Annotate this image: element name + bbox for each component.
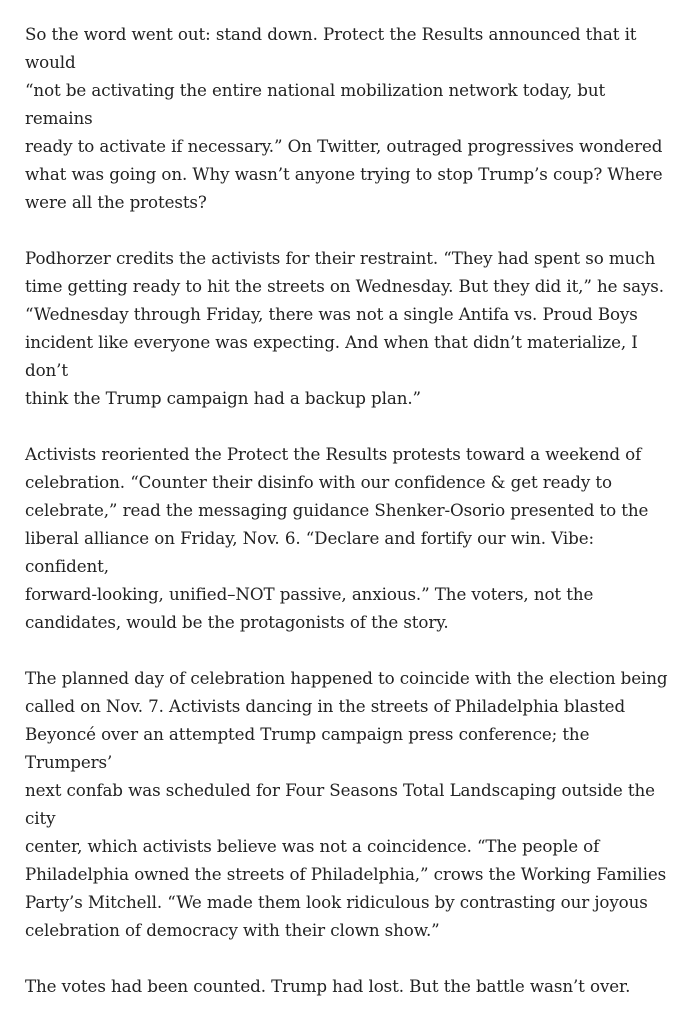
paragraph-stand-down: So the word went out: stand down. Protect the Results announced that it would “not be activating the entire national mobilization network today, but remains ready to activate if necessary.” On Twitter, outraged progressives wondered what was going on. Why wasn’t anyone trying to stop Trump’s coup? Where were all the protests?	[25, 24, 663, 212]
paragraph-weekend-celebration: Activists reoriented the Protect the Results protests toward a weekend of celebration. “Counter their disinfo with our confidence & get ready to celebrate,” read the messaging guidance Shenker-Osorio presented to the liberal alliance on Friday, Nov. 6. “Declare and fortify our win. Vibe: confident, forward-looking, unified–NOT passive, anxious.” The voters, not the candidates, would be the protagonists of the story.	[25, 444, 649, 632]
paragraph-philadelphia-celebration: The planned day of celebration happened to coincide with the election being called on Nov. 7. Activists dancing in the streets of Philadelphia blasted Beyoncé over an attempted Trump campaign press conference; the Trumpers’ next confab was scheduled for Four Seasons Total Landscaping outside the city center, which activists believe was not a coincidence. “The people of Philadelphia owned the streets of Philadelphia,” crows the Working Families Party’s Mitchell. “We made them look ridiculous by contrasting our joyous celebration of democracy with their clown show.”	[25, 668, 668, 940]
paragraph-podhorzer-restraint: Podhorzer credits the activists for their restraint. “They had spent so much time getting ready to hit the streets on Wednesday. But they did it,” he says. “Wednesday through Friday, there was not a single Antifa vs. Proud Boys incident like everyone was expecting. And when that didn’t materialize, I don’t think the Trump campaign had a backup plan.”	[25, 248, 664, 408]
article-body	[25, 20, 670, 1028]
paragraph-battle-not-over: The votes had been counted. Trump had lost. But the battle wasn’t over.	[25, 976, 631, 996]
